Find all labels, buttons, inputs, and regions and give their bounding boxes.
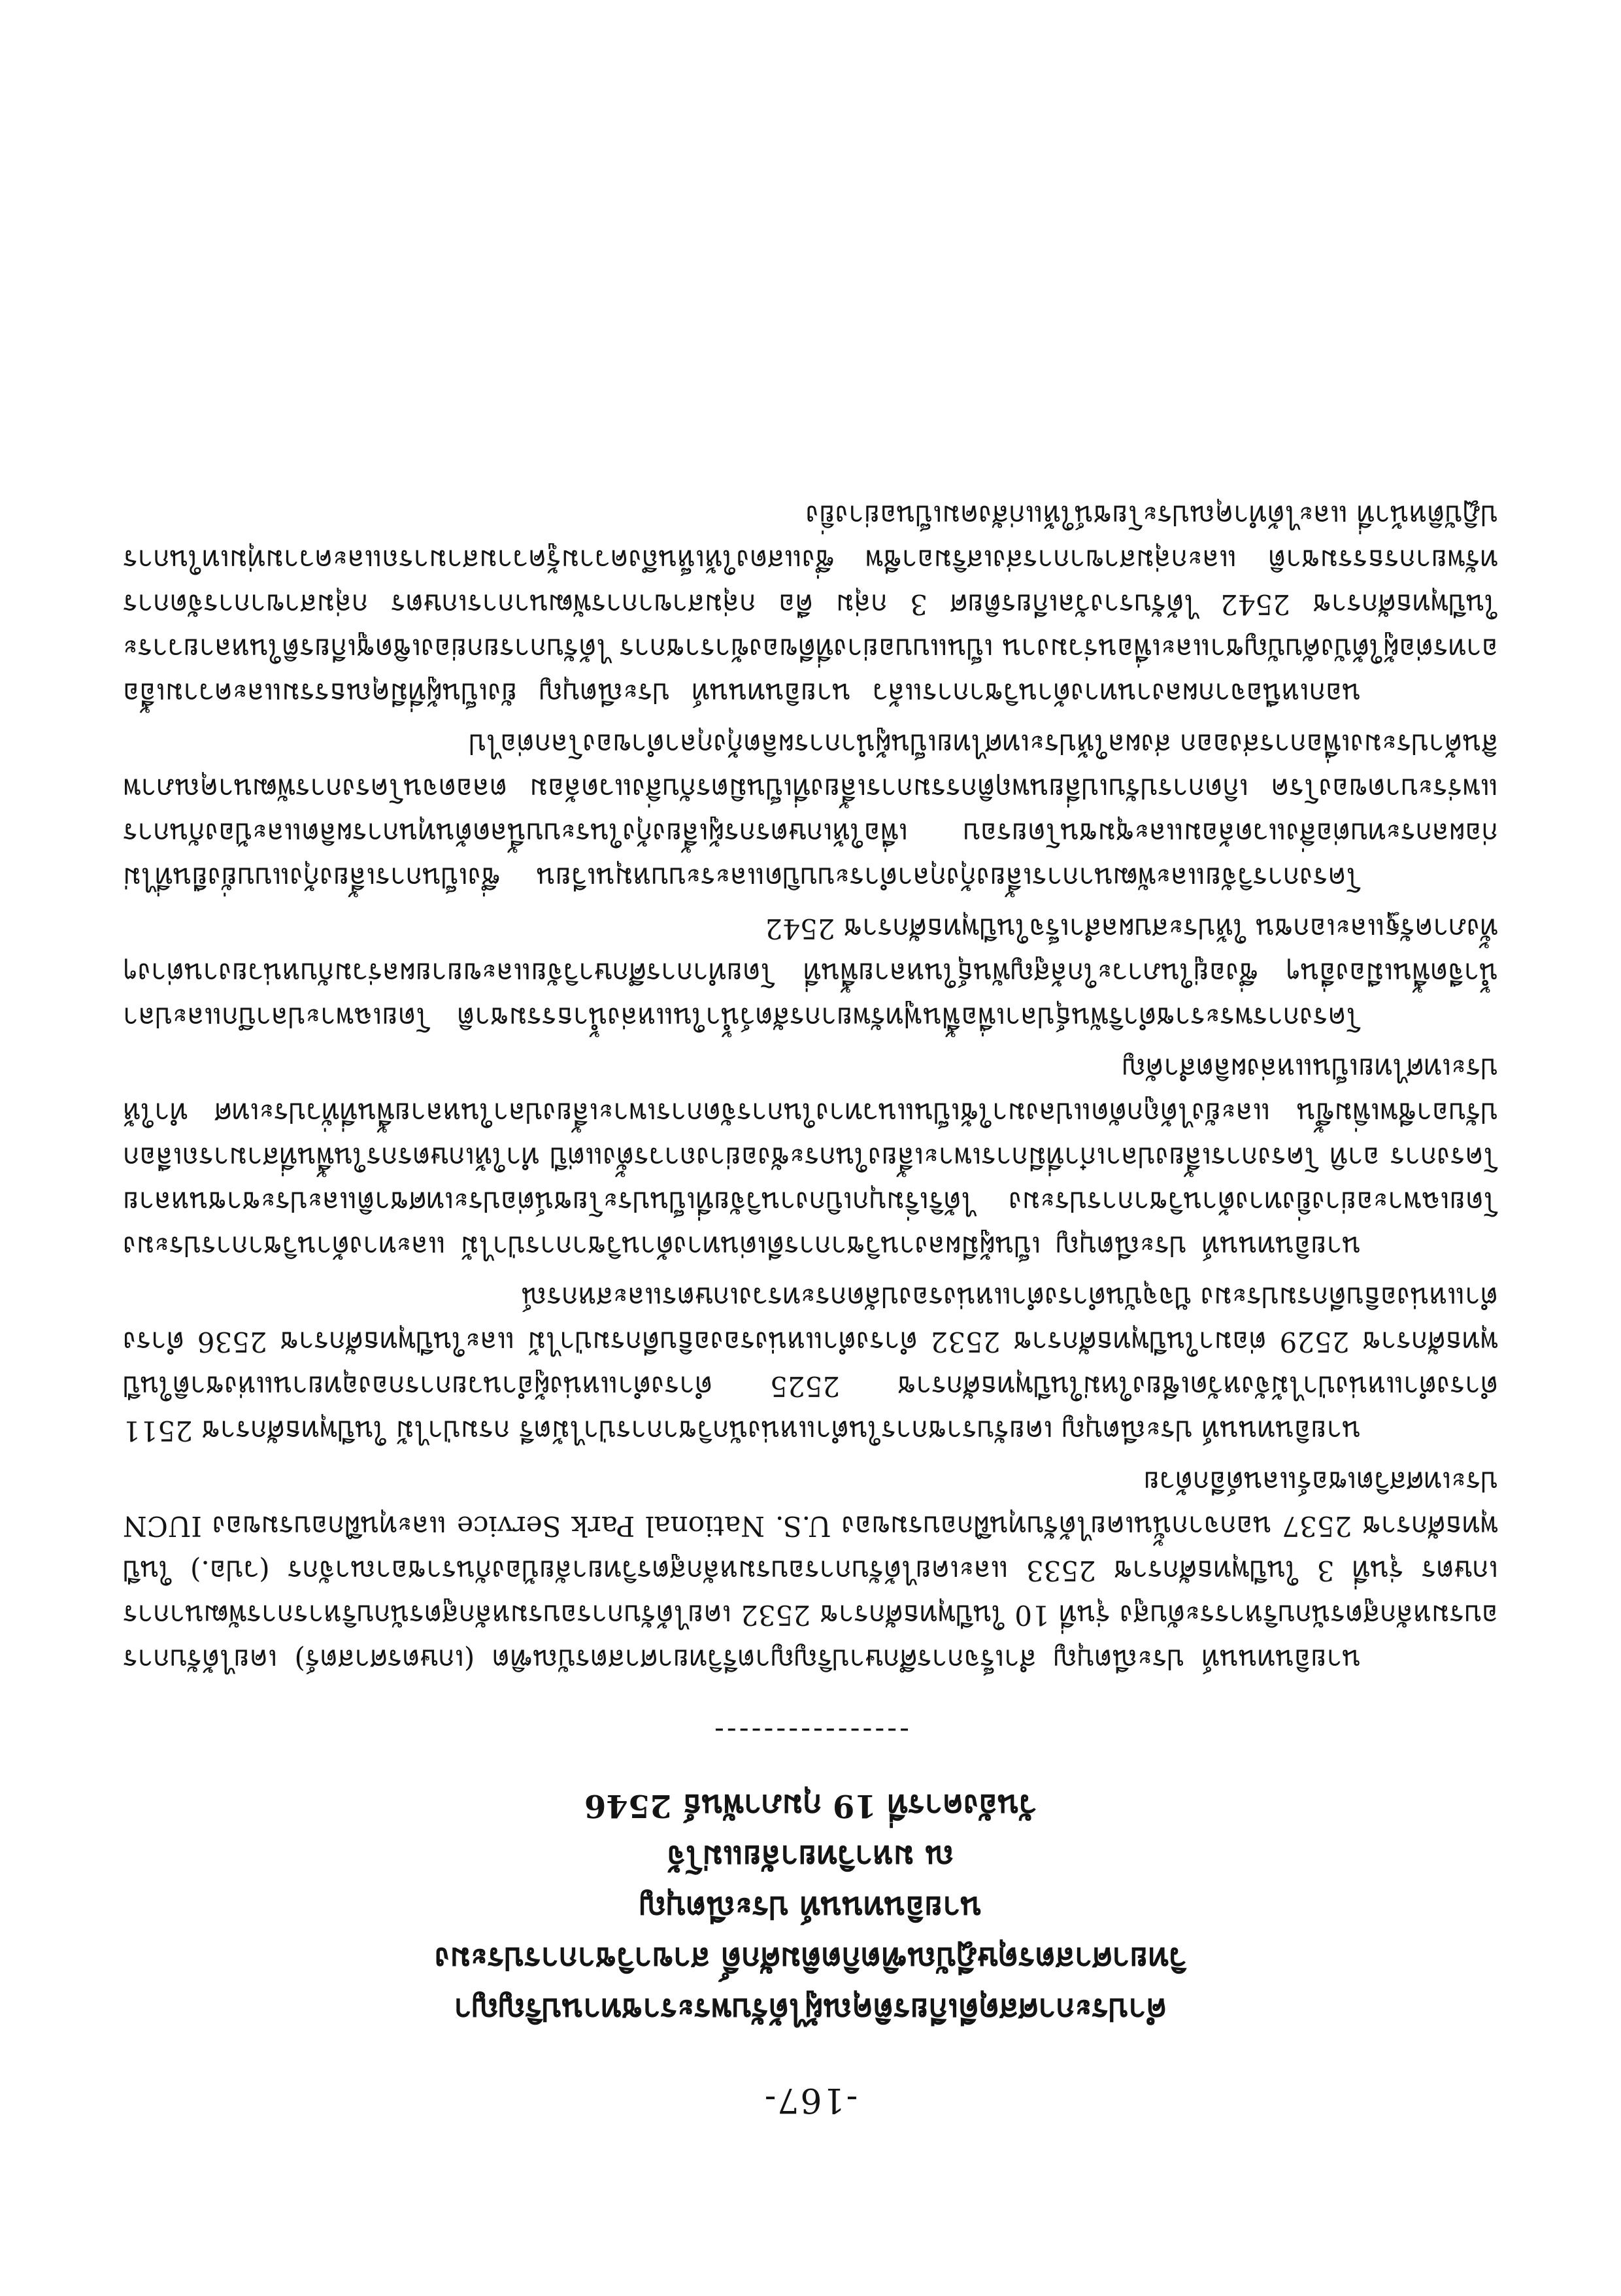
ceremony-date: วันอังคารที่ 19 กุมภาพันธ์ 2546 [584, 1787, 1037, 1824]
document-subtitle: วิทยาศาสตรดุษฎีบัณฑิตกิตติมศักดิ์ สาขาวิชาการประมง [434, 1940, 1187, 1977]
paragraph-achievements: นายอินทนนท์ ประณีตบุญ เป็นผู้มีผลงานวิชาการดีเด่นทางด้านวิชาการป่าไม้ และทางด้านวิชาการประมง โดยเฉพาะอย่างยิ่งทางด้านวิชาการประมง ได้ริเริ่มบุกเบิกงานวิจัยที่เป็นประโยชน์ต่อประเทศชาติและประชาชนหลายโครงการ อาทิ โครงการเลี้ยงปลาเก๋าที่มีการเพาะเลี้ยงในกระชังอย่างถาวรตั้งแต่ปี ทำให้เกษตรกรในพื้นที่สามารถเลือกปรับอาชีพเพิ่มขึ้น และยังได้ถูกดัดแปลงมาใช้เป็นแนวทางในการจัดการเพาะเลี้ยงปลาในหลายพื้นที่ทั่วประเทศ ทำให้ประเทศไทยเป็นแหล่งผลิตสำคัญ [123, 1053, 1498, 1262]
paragraph-education: นายอินทนนท์ ประณีตบุญ สำเร็จการศึกษาปริญญาตรีวิทยาศาสตรบัณฑิต (เกษตรศาสตร์) เคยได้รับการอบรมหลักสูตรนักบริหารระดับสูง รุ่นที่ 10 ในปีพุทธศักราช 2532 เคยได้รับการอบรมหลักสูตรนักบริหารการพัฒนาการเกษตร รุ่นที่ 3 ในปีพุทธศักราช 2533 และเคยได้รับการอบรมหลักสูตรวิทยาลัยป้องกันราชอาณาจักร (วปอ.) ในปีพุทธศักราช 2537 นอกจากนั้นเคยได้รับทุนฝึกอบรมของ U.S. National Park Service และทุนฝึกอบรมของ IUCN ประเทศสวิตเซอร์แลนด์อีกด้วย [123, 1466, 1498, 1676]
paragraph-career: นายอินทนนท์ ประณีตบุญ เคยรับราชการในตำแหน่งนักวิชาการป่าไม้ตรี กรมป่าไม้ ในปีพุทธศักราช 2511 ดำรงตำแหน่งป่าไม้จังหวัดเชียงใหม่ในปีพุทธศักราช 2525 ดำรงตำแหน่งผู้อำนวยการกองอุทยานแห่งชาติในปีพุทธศักราช 2529 ต่อมาในปีพุทธศักราช 2532 ดำรงตำแหน่งรองอธิบดีกรมป่าไม้ และในปีพุทธศักราช 2536 ดำรงตำแหน่งอธิบดีกรมประมง ปัจจุบันดำรงตำแหน่งรองปลัดกระทรวงเกษตรและสหกรณ์ [123, 1281, 1498, 1447]
section-divider: ---------------- [712, 1715, 909, 1748]
honoree-name: นายอินทนนท์ ประณีตบุญ [639, 1889, 982, 1926]
paragraph-character: นอกเหนือจากผลงานทางด้านวิชาการแล้ว นายอินทนนท์ ประณีตบุญ ยังเป็นผู้ที่มีคุณธรรมและความเอื้ออาทรต่อผู้ใต้บังคับบัญชาและเพื่อนร่วมงาน เป็นแบบอย่างที่ดีของข้าราชการ ได้รับการยกย่องเชิดชูเกียรติในหลายวาระ ในปีพุทธศักราช 2542 ได้รับรางวัลเกียรติยศ 3 กลุ่ม คือ กลุ่มสาขาการพัฒนาการเกษตร กลุ่มสาขาการจัดการทรัพยากรธรรมชาติ และกลุ่มสาขาการส่งเสริมอาชีพ ซึ่งแสดงให้เห็นถึงความรู้ความสามารถและความทุ่มเทในการปฏิบัติหน้าที่ และได้ทำคุณประโยชน์ให้แก่สังคมเป็นอย่างยิ่ง [123, 499, 1498, 709]
paragraph-shrimp-project: โครงการวิจัยและพัฒนาการเลี้ยงกุ้งกุลาดำระบบปิดและระบบหมุนเวียน ซึ่งเป็นการเลี้ยงกุ้งแบบยั่งยืนที่ไม่ก่อผลกระทบต่อสิ่งแวดล้อมและชุมชนโดยรอบ เพื่อให้เกษตรกรผู้เลี้ยงกุ้งในระบบนี้ลดต้นทุนการผลิตและป้องกันการแพร่ระบาดของโรค เกิดการปรับเปลี่ยนพฤติกรรมการเลี้ยงที่เป็นมิตรกับสิ่งแวดล้อม ตลอดจนโครงการพัฒนาคุณภาพสินค้าประมงเพื่อการส่งออก ส่งผลให้ประเทศไทยเป็นผู้นำการผลิตกุ้งกุลาดำของโลกต่อไป [123, 728, 1498, 894]
paragraph-fish-project: โครงการพระราชดำริพันธุ์ปลาเพื่อฟื้นฟูทรัพยากรสัตว์น้ำในแหล่งน้ำธรรมชาติ โดยเฉพาะปลาบึกและปลาน้ำจืดพื้นเมืองอื่นๆ ซึ่งอยู่ในภาวะใกล้สูญพันธุ์ในหลายพื้นที่ โดยทำการศึกษาวิจัยและขยายผลร่วมกับหน่วยงานต่างๆ ทั้งภาครัฐและเอกชน ให้ประสบผลสำเร็จในปีพุทธศักราช 2542 [123, 913, 1498, 1034]
citation-body [123, 486, 1498, 1681]
document-title: คำประกาศสดุดีเกียรติคุณผู้ได้รับพระราชทานปริญญา [454, 1991, 1167, 2028]
venue: ณ มหาวิทยาลัยแม่โจ้ [667, 1838, 954, 1875]
page-number: -167- [763, 2080, 858, 2119]
